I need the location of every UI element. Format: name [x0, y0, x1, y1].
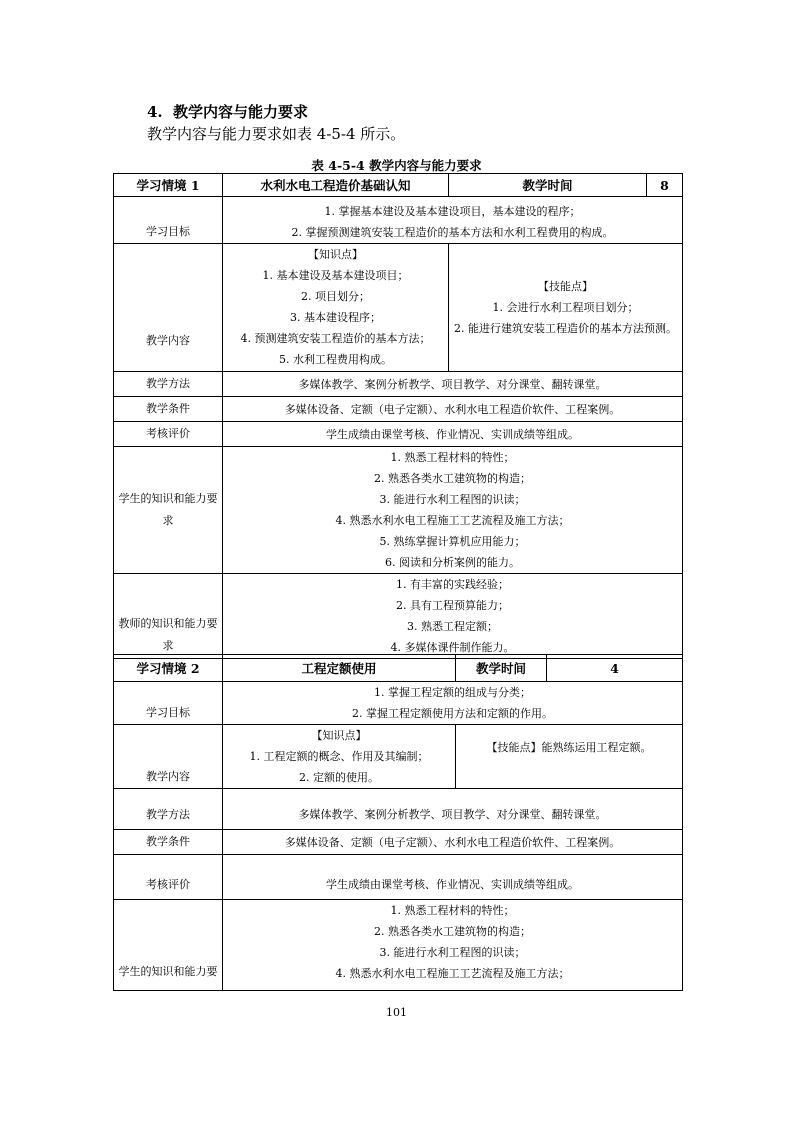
skill-line: 【技能点】: [538, 280, 593, 293]
method-text: 多媒体教学、案例分析教学、项目教学、对分课堂、翻转课堂。: [223, 789, 683, 830]
teaching-time-label: 教学时间: [449, 174, 647, 197]
goal-line: 2. 掌握工程定额使用方法和定额的作用。: [352, 707, 553, 720]
assessment-row: [114, 855, 683, 900]
knowledge-line: 5. 水利工程费用构成。: [279, 353, 392, 366]
knowledge-line: 3. 基本建设程序；: [290, 311, 381, 324]
knowledge-line: 2. 定额的使用。: [299, 771, 379, 784]
goals-cell: [223, 682, 683, 725]
knowledge-line: 2. 项目划分；: [301, 290, 370, 303]
assessment-label: 考核评价: [114, 855, 223, 900]
conditions-row: [114, 397, 683, 422]
method-label: 教学方法: [114, 372, 223, 397]
teacher-line: 3. 熟悉工程定额；: [407, 620, 498, 633]
content-row: [114, 244, 683, 372]
student-line: 4. 熟悉水利水电工程施工工艺流程及施工方法；: [335, 967, 570, 980]
knowledge-line: 【知识点】: [311, 729, 367, 742]
skill-line: 【技能点】能熟练运用工程定额。: [486, 741, 652, 754]
knowledge-cell: [223, 725, 456, 789]
situation-name: 工程定额使用: [223, 655, 456, 682]
page-number: 101: [386, 1006, 407, 1019]
knowledge-line: 1. 工程定额的概念、作用及其编制；: [249, 750, 429, 763]
goals-cell: [223, 197, 683, 244]
method-text: 多媒体教学、案例分析教学、项目教学、对分课堂、翻转课堂。: [223, 372, 683, 397]
situation-name: 水利水电工程造价基础认知: [223, 174, 449, 197]
student-line: 4. 熟悉水利水电工程施工工艺流程及施工方法；: [335, 514, 570, 527]
teaching-hours: 8: [647, 174, 683, 197]
student-line: 3. 能进行水利工程图的识读；: [379, 493, 526, 506]
assessment-text: 学生成绩由课堂考核、作业情况、实训成绩等组成。: [223, 422, 683, 447]
teacher-cell: [223, 574, 683, 659]
assessment-row: [114, 422, 683, 447]
teacher-line: 4. 多媒体课件制作能力。: [390, 641, 515, 654]
student-line: 2. 熟悉各类水工建筑物的构造；: [374, 472, 531, 485]
skills-cell: [449, 244, 683, 372]
situation-2-table: [113, 654, 683, 991]
goals-row: [114, 682, 683, 725]
conditions-row: [114, 830, 683, 855]
teacher-line: 1. 有丰富的实践经验；: [396, 578, 509, 591]
method-row: [114, 372, 683, 397]
goals-row: [114, 197, 683, 244]
student-label: 学生的知识和能力要求: [114, 447, 223, 574]
student-line: 6. 阅读和分析案例的能力。: [385, 556, 520, 569]
goal-line: 1. 掌握基本建设及基本建设项目，基本建设的程序；: [324, 205, 581, 218]
teaching-hours: 4: [547, 655, 683, 682]
teacher-row: [114, 574, 683, 659]
student-line: 5. 熟练掌握计算机应用能力；: [379, 535, 526, 548]
student-line: 2. 熟悉各类水工建筑物的构造；: [374, 925, 531, 938]
goal-line: 2. 掌握预测建筑安装工程造价的基本方法和水利工程费用的构成。: [291, 226, 614, 239]
content-label: 教学内容: [114, 244, 223, 372]
student-line: 3. 能进行水利工程图的识读；: [379, 946, 526, 959]
content-label: 教学内容: [114, 725, 223, 789]
student-line: 1. 熟悉工程材料的特性；: [390, 904, 515, 917]
student-cell: [223, 447, 683, 574]
assessment-label: 考核评价: [114, 422, 223, 447]
section-number: 4.: [147, 103, 163, 121]
conditions-text: 多媒体设备、定额（电子定额）、水利水电工程造价软件、工程案例。: [223, 397, 683, 422]
conditions-label: 教学条件: [114, 830, 223, 855]
goals-label: 学习目标: [114, 197, 223, 244]
teaching-time-label: 教学时间: [456, 655, 547, 682]
method-label: 教学方法: [114, 789, 223, 830]
situation-label: 学习情境 2: [114, 655, 223, 682]
skills-cell: [456, 725, 683, 789]
teacher-label: 教师的知识和能力要求: [114, 574, 223, 659]
goal-line: 1. 掌握工程定额的组成与分类；: [374, 686, 531, 699]
intro-paragraph: 教学内容与能力要求如表 4-5-4 所示。: [147, 125, 406, 143]
student-row: [114, 447, 683, 574]
situation-label: 学习情境 1: [114, 174, 223, 197]
conditions-label: 教学条件: [114, 397, 223, 422]
teacher-line: 2. 具有工程预算能力；: [396, 599, 509, 612]
assessment-text: 学生成绩由课堂考核、作业情况、实训成绩等组成。: [223, 855, 683, 900]
content-row: [114, 725, 683, 789]
knowledge-line: 1. 基本建设及基本建设项目；: [262, 269, 409, 282]
student-cell: [223, 900, 683, 991]
situation-1-header-row: [114, 174, 683, 197]
section-heading: [147, 101, 308, 122]
student-label: 学生的知识和能力要: [114, 900, 223, 991]
section-title: 教学内容与能力要求: [173, 103, 309, 121]
skill-line: 2. 能进行建筑安装工程造价的基本方法预测。: [454, 322, 677, 335]
conditions-text: 多媒体设备、定额（电子定额）、水利水电工程造价软件、工程案例。: [223, 830, 683, 855]
goals-label: 学习目标: [114, 682, 223, 725]
method-row: [114, 789, 683, 830]
situation-2-header-row: [114, 655, 683, 682]
student-line: 1. 熟悉工程材料的特性；: [390, 451, 515, 464]
knowledge-line: 【知识点】: [308, 248, 363, 261]
student-row: [114, 900, 683, 991]
knowledge-line: 4. 预测建筑安装工程造价的基本方法；: [240, 332, 431, 345]
skill-line: 1. 会进行水利工程项目划分；: [492, 301, 639, 314]
table-caption: 表 4-5-4 教学内容与能力要求: [311, 158, 482, 173]
situation-1-table: [113, 173, 683, 659]
knowledge-cell: [223, 244, 449, 372]
